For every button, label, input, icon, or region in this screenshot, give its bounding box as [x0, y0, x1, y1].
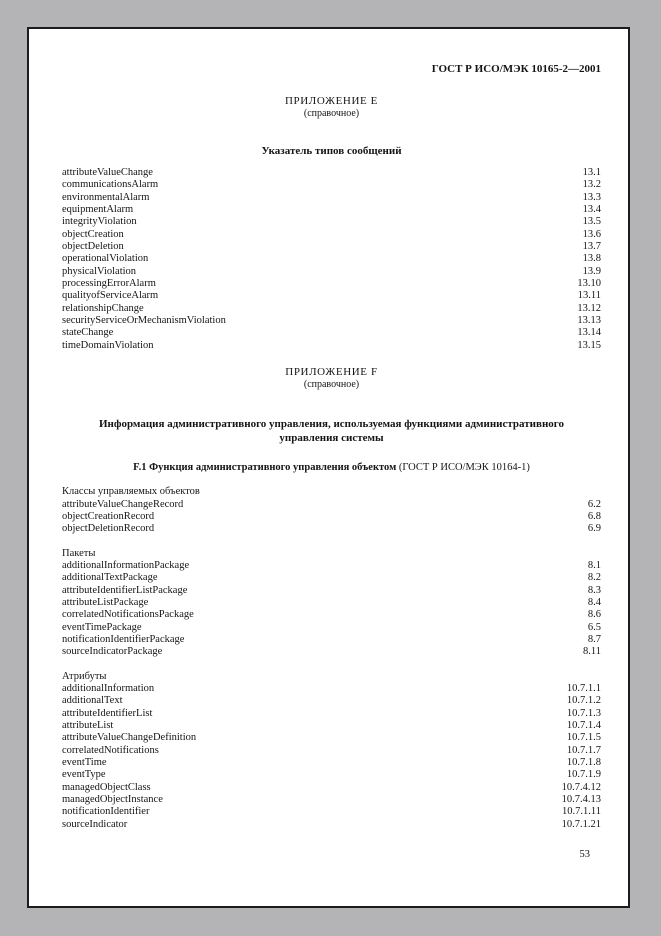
index-entry	[62, 266, 601, 278]
entry-ref: 13.5	[582, 216, 601, 228]
entry-term: operationalViolation	[62, 253, 149, 265]
index-entry	[62, 794, 601, 806]
entry-term: objectDeletionRecord	[62, 523, 155, 535]
entry-term: stateChange	[62, 327, 114, 339]
group-entries	[62, 560, 601, 659]
entry-ref: 13.4	[582, 204, 601, 216]
index-entry	[62, 708, 601, 720]
entry-term: notificationIdentifier	[62, 806, 150, 818]
entry-term: relationshipChange	[62, 302, 144, 314]
entry-ref: 8.7	[587, 633, 601, 645]
entry-term: objectCreation	[62, 228, 124, 240]
appendix-f-heading: Информация административного управления, используемая функциями административного управления системы	[98, 418, 565, 444]
entry-term: additionalInformation	[62, 682, 155, 694]
index-entry	[62, 683, 601, 695]
entry-term: attributeValueChangeDefinition	[62, 732, 197, 744]
entry-ref: 8.6	[587, 609, 601, 621]
entry-ref: 8.4	[587, 596, 601, 608]
appendix-e-title: ПРИЛОЖЕНИЕ Е	[285, 95, 378, 107]
index-entry	[62, 572, 601, 584]
index-entry	[62, 634, 601, 646]
entry-ref: 10.7.1.9	[566, 769, 601, 781]
entry-ref: 13.14	[577, 327, 601, 339]
entry-term: correlatedNotifications	[62, 744, 159, 756]
entry-term: notificationIdentifierPackage	[62, 633, 185, 645]
index-entry	[62, 216, 601, 228]
entry-ref: 13.9	[582, 265, 601, 277]
entry-term: integrityViolation	[62, 216, 137, 228]
entry-ref: 8.2	[587, 572, 601, 584]
entry-ref: 13.1	[582, 167, 601, 178]
index-entry	[62, 622, 601, 634]
entry-ref: 10.7.1.3	[566, 707, 601, 719]
entry-term: eventType	[62, 769, 106, 781]
index-entry	[62, 327, 601, 339]
index-entry	[62, 695, 601, 707]
entry-term: objectDeletion	[62, 241, 124, 253]
page-number: 53	[579, 849, 590, 860]
index-entry	[62, 819, 601, 831]
index-entry	[62, 560, 601, 572]
entry-term: eventTimePackage	[62, 621, 142, 633]
group-entries	[62, 683, 601, 831]
appendix-e-kind: (справочное)	[303, 108, 360, 119]
index-entry	[62, 303, 601, 315]
entry-term: securityServiceOrMechanismViolation	[62, 315, 226, 327]
entry-ref: 13.6	[582, 228, 601, 240]
appendix-f-kind: (справочное)	[303, 379, 360, 391]
entry-term: equipmentAlarm	[62, 204, 134, 216]
entry-ref: 10.7.1.2	[566, 695, 601, 707]
entry-ref: 10.7.4.12	[561, 781, 601, 793]
index-entry	[62, 167, 601, 179]
entry-ref: 13.15	[577, 339, 601, 351]
index-entry	[62, 179, 601, 191]
index-entry	[62, 241, 601, 253]
entry-term: managedObjectClass	[62, 781, 151, 793]
entry-term: additionalText	[62, 695, 123, 707]
index-entry	[62, 253, 601, 265]
entry-term: attributeList	[62, 720, 114, 731]
entry-ref: 13.11	[577, 290, 601, 302]
entry-ref: 6.5	[587, 621, 601, 633]
entry-ref: 10.7.1.11	[562, 806, 601, 818]
entry-ref: 8.11	[583, 646, 601, 658]
index-entry	[62, 290, 601, 302]
index-entry	[62, 609, 601, 621]
index-entry	[62, 597, 601, 609]
entry-term: qualityofServiceAlarm	[62, 290, 159, 302]
entry-term: sourceIndicator	[62, 818, 128, 830]
entry-ref: 13.8	[582, 253, 601, 265]
entry-term: physicalViolation	[62, 265, 137, 277]
entry-term: sourceIndicatorPackage	[62, 646, 163, 658]
entry-term: environmentalAlarm	[62, 191, 150, 203]
section-title-rest: (ГОСТ Р ИСО/МЭК 10164-1)	[398, 462, 530, 474]
document-page	[27, 27, 630, 908]
index-entry	[62, 732, 601, 744]
index-entry	[62, 278, 601, 290]
section-title-bold: F.1 Функция административного управления объектом	[133, 462, 399, 474]
group-packages	[62, 548, 601, 659]
entry-ref: 10.7.1.5	[566, 732, 601, 744]
entry-term: managedObjectInstance	[62, 794, 163, 806]
entry-ref: 6.8	[587, 510, 601, 522]
index-entry	[62, 585, 601, 597]
entry-term: additionalTextPackage	[62, 572, 158, 584]
index-entry	[62, 757, 601, 769]
index-entry	[62, 745, 601, 757]
index-entry	[62, 720, 601, 732]
entry-ref: 13.12	[577, 302, 601, 314]
appendix-e-heading: Указатель типов сообщений	[261, 145, 402, 157]
entry-term: attributeIdentifierList	[62, 707, 153, 719]
index-entry	[62, 782, 601, 794]
entry-ref: 13.3	[582, 191, 601, 203]
entry-term: attributeValueChangeRecord	[62, 498, 184, 510]
index-entry	[62, 192, 601, 204]
entry-ref: 10.7.1.21	[561, 818, 601, 830]
appendix-f-section-title	[62, 461, 601, 474]
entry-ref: 10.7.1.7	[566, 744, 601, 756]
entry-term: correlatedNotificationsPackage	[62, 609, 194, 621]
index-entry	[62, 769, 601, 781]
index-entry	[62, 523, 601, 535]
entry-term: eventTime	[62, 757, 107, 769]
index-entry	[62, 499, 601, 511]
entry-ref: 10.7.4.13	[561, 794, 601, 806]
appendix-f-title: ПРИЛОЖЕНИЕ F	[285, 366, 378, 379]
entry-term: timeDomainViolation	[62, 339, 154, 351]
entry-term: objectCreationRecord	[62, 510, 155, 522]
entry-ref: 13.2	[582, 179, 601, 191]
index-entry	[62, 340, 601, 352]
entry-ref: 6.9	[587, 523, 601, 535]
entry-ref: 8.1	[587, 559, 601, 571]
group-managed-object-classes	[62, 486, 601, 535]
group-title: Атрибуты	[62, 670, 107, 682]
entry-term: attributeIdentifierListPackage	[62, 584, 188, 596]
standard-number-header: ГОСТ Р ИСО/МЭК 10165-2—2001	[431, 63, 601, 75]
entry-ref: 6.2	[587, 498, 601, 510]
group-entries	[62, 499, 601, 536]
entry-ref: 10.7.1.4	[566, 720, 601, 731]
index-entry	[62, 806, 601, 818]
entry-ref: 13.10	[577, 278, 601, 290]
entry-term: additionalInformationPackage	[62, 559, 190, 571]
entry-term: communicationsAlarm	[62, 179, 159, 191]
entry-term: attributeListPackage	[62, 596, 149, 608]
entry-ref: 8.3	[587, 584, 601, 596]
entry-ref: 13.13	[577, 315, 601, 327]
entry-ref: 10.7.1.1	[566, 682, 601, 694]
entry-term: processingErrorAlarm	[62, 278, 156, 290]
appendix-e-index	[62, 167, 601, 352]
entry-ref: 13.7	[582, 241, 601, 253]
index-entry	[62, 511, 601, 523]
group-attributes	[62, 671, 601, 831]
entry-term: attributeValueChange	[62, 167, 153, 178]
index-entry	[62, 229, 601, 241]
entry-ref: 10.7.1.8	[566, 757, 601, 769]
group-title: Пакеты	[62, 547, 96, 559]
index-entry	[62, 646, 601, 658]
group-title: Классы управляемых объектов	[62, 486, 200, 498]
index-entry	[62, 204, 601, 216]
index-entry	[62, 315, 601, 327]
